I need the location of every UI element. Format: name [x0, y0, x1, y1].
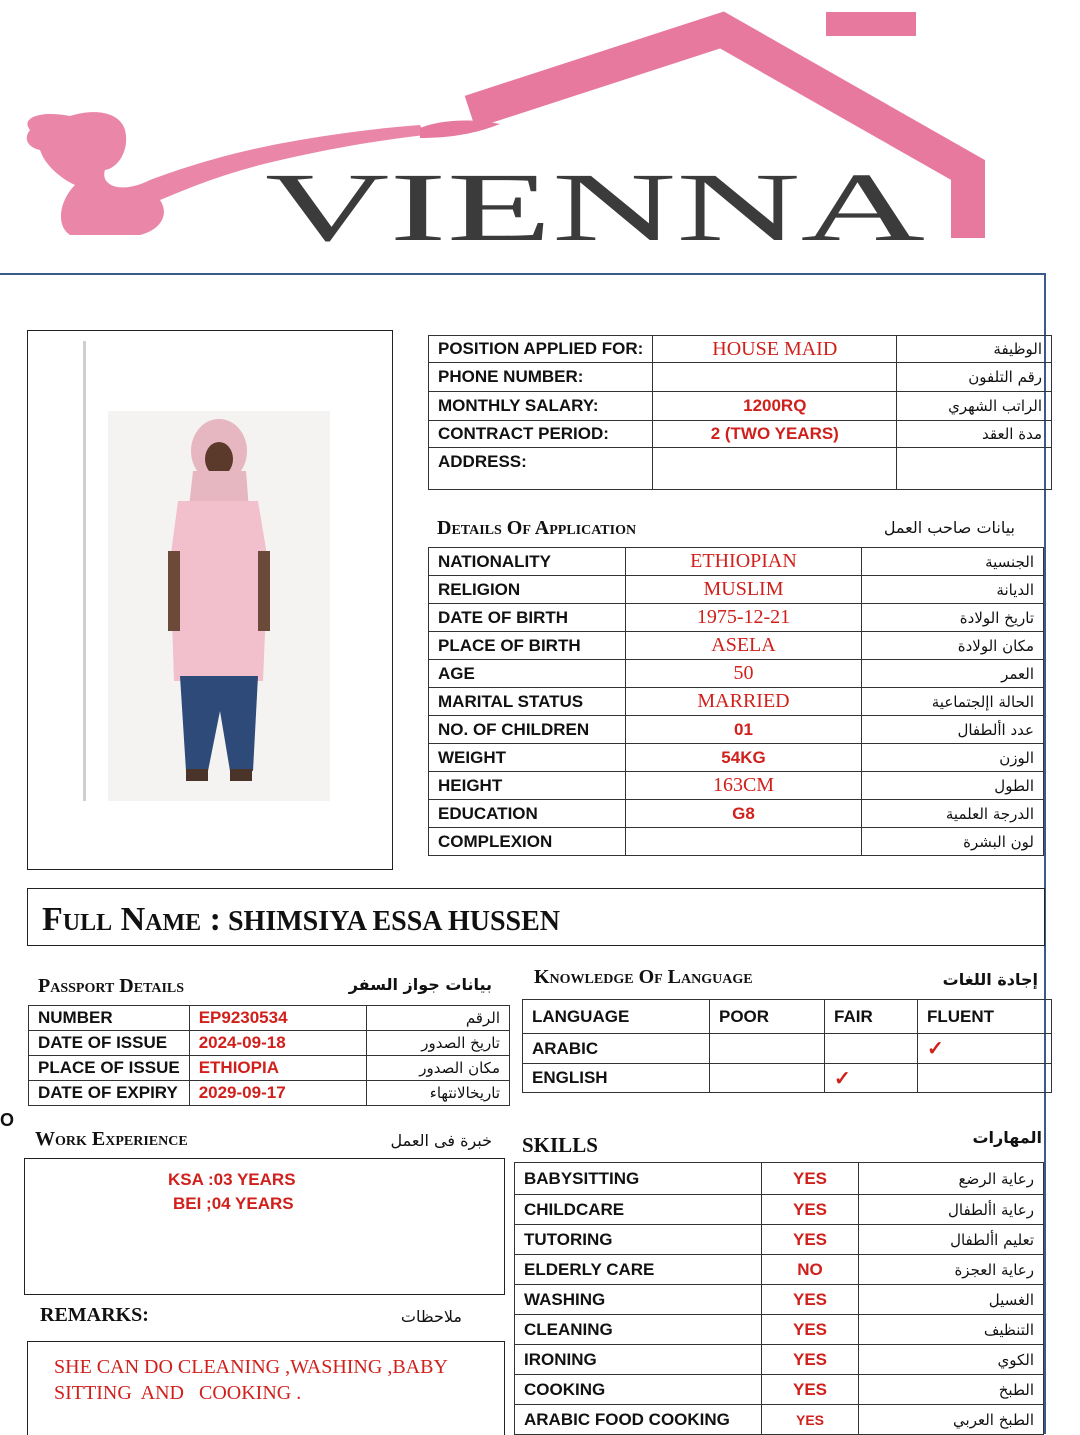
- language-heading-ar: إجادة اللغات: [942, 970, 1038, 989]
- details-row: [429, 604, 1044, 632]
- full-name-value: SHIMSIYA ESSA HUSSEN: [227, 906, 560, 937]
- details-row: [429, 660, 1044, 688]
- details-label-ar: الدرجة العلمية: [862, 800, 1044, 828]
- language-row: [523, 1034, 1052, 1064]
- skill-value: YES: [762, 1163, 859, 1195]
- skill-value: NO: [762, 1255, 859, 1285]
- logo-graphic: [0, 0, 1080, 260]
- job-label-ar: الراتب الشهري: [897, 392, 1052, 421]
- remarks-line-1: SHE CAN DO CLEANING ,WASHING ,BABY: [54, 1356, 448, 1378]
- photo-wall-edge: [83, 341, 86, 801]
- skills-row: [515, 1405, 1044, 1435]
- details-label: AGE: [429, 660, 626, 688]
- details-label-ar: الحالة اإلجتماعية: [862, 688, 1044, 716]
- skills-row: [515, 1255, 1044, 1285]
- passport-label: DATE OF EXPIRY: [29, 1081, 190, 1106]
- duster-shape: [420, 121, 500, 138]
- details-value: 01: [626, 716, 862, 744]
- job-row: [429, 448, 1052, 490]
- remarks-box: [27, 1341, 505, 1435]
- skill-name: CLEANING: [515, 1315, 762, 1345]
- remarks-heading-ar: ملاحظات: [400, 1307, 462, 1326]
- details-heading: Details Of Application: [437, 517, 637, 539]
- skill-name-ar: تعليم األطفال: [859, 1225, 1044, 1255]
- language-table: [522, 999, 1052, 1093]
- language-check-poor: [710, 1064, 825, 1093]
- job-label: POSITION APPLIED FOR:: [429, 336, 653, 363]
- details-value: G8: [626, 800, 862, 828]
- details-label-ar: عدد األطفال: [862, 716, 1044, 744]
- passport-row: [29, 1031, 510, 1056]
- skill-value: YES: [762, 1195, 859, 1225]
- details-label: RELIGION: [429, 576, 626, 604]
- details-row: [429, 548, 1044, 576]
- skill-name: ELDERLY CARE: [515, 1255, 762, 1285]
- details-label: DATE OF BIRTH: [429, 604, 626, 632]
- language-col-header: LANGUAGE: [523, 1000, 710, 1034]
- skill-name-ar: رعاية العجزة: [859, 1255, 1044, 1285]
- job-value: 1200RQ: [653, 392, 897, 421]
- language-check-fair: ✓: [825, 1064, 918, 1093]
- details-value: 1975-12-21: [626, 604, 862, 632]
- language-col-header: FLUENT: [918, 1000, 1052, 1034]
- job-value: 2 (TWO YEARS): [653, 421, 897, 448]
- passport-row: [29, 1006, 510, 1031]
- full-name-text: [42, 901, 560, 939]
- job-table: [428, 335, 1052, 490]
- language-row: [523, 1064, 1052, 1093]
- skills-heading: SKILLS: [522, 1133, 598, 1157]
- remarks-line-2: SITTING AND COOKING .: [54, 1382, 302, 1404]
- details-value: ETHIOPIAN: [626, 548, 862, 576]
- details-value: ASELA: [626, 632, 862, 660]
- job-row: [429, 421, 1052, 448]
- skill-name-ar: الغسيل: [859, 1285, 1044, 1315]
- job-label-ar: [897, 448, 1052, 490]
- skill-name: COOKING: [515, 1375, 762, 1405]
- skill-name-ar: الكوي: [859, 1345, 1044, 1375]
- skills-row: [515, 1375, 1044, 1405]
- chimney-shape: [826, 12, 916, 36]
- skill-value: YES: [762, 1225, 859, 1255]
- skills-row: [515, 1225, 1044, 1255]
- details-label-ar: الوزن: [862, 744, 1044, 772]
- job-label: ADDRESS:: [429, 448, 653, 490]
- job-value: HOUSE MAID: [653, 336, 897, 363]
- stray-mark: O: [0, 1110, 15, 1130]
- person-figure: [108, 411, 330, 801]
- details-label: WEIGHT: [429, 744, 626, 772]
- skill-name: CHILDCARE: [515, 1195, 762, 1225]
- passport-row: [29, 1081, 510, 1106]
- job-label: CONTRACT PERIOD:: [429, 421, 653, 448]
- work-heading: Work Experience: [35, 1128, 188, 1150]
- skill-name: WASHING: [515, 1285, 762, 1315]
- passport-heading: Passport Details: [38, 975, 185, 997]
- details-label: EDUCATION: [429, 800, 626, 828]
- language-check-fair: [825, 1034, 918, 1064]
- skills-row: [515, 1163, 1044, 1195]
- details-label-ar: لون البشرة: [862, 828, 1044, 856]
- details-heading-ar: بيانات صاحب العمل: [883, 518, 1015, 537]
- passport-label-ar: تاريخ الصدور: [366, 1031, 509, 1056]
- passport-label-ar: مكان الصدور: [366, 1056, 509, 1081]
- details-row: [429, 744, 1044, 772]
- details-label: NO. OF CHILDREN: [429, 716, 626, 744]
- skills-row: [515, 1345, 1044, 1375]
- details-row: [429, 800, 1044, 828]
- job-label-ar: رقم التلفون: [897, 363, 1052, 392]
- job-value: [653, 448, 897, 490]
- skill-value: YES: [762, 1285, 859, 1315]
- job-label-ar: الوظيفة: [897, 336, 1052, 363]
- job-label-ar: مدة العقد: [897, 421, 1052, 448]
- remarks-heading: REMARKS:: [40, 1304, 149, 1326]
- details-row: [429, 828, 1044, 856]
- language-col-header: FAIR: [825, 1000, 918, 1034]
- skills-row: [515, 1315, 1044, 1345]
- skill-value: YES: [762, 1375, 859, 1405]
- passport-value: EP9230534: [189, 1006, 366, 1031]
- skill-name: TUTORING: [515, 1225, 762, 1255]
- skill-name-ar: رعاية الرضع: [859, 1163, 1044, 1195]
- details-table: [428, 547, 1044, 856]
- language-check-fluent: [918, 1064, 1052, 1093]
- skills-heading-ar: المهارات: [972, 1128, 1042, 1147]
- passport-row: [29, 1056, 510, 1081]
- passport-table: [28, 1005, 510, 1106]
- details-label-ar: الديانة: [862, 576, 1044, 604]
- job-row: [429, 392, 1052, 421]
- details-value: MUSLIM: [626, 576, 862, 604]
- details-label-ar: تاريخ الولادة: [862, 604, 1044, 632]
- details-row: [429, 632, 1044, 660]
- passport-label: NUMBER: [29, 1006, 190, 1031]
- skill-name: BABYSITTING: [515, 1163, 762, 1195]
- skill-name-ar: الطبخ العربي: [859, 1405, 1044, 1435]
- full-name-box: [27, 888, 1045, 946]
- work-box: [24, 1158, 505, 1295]
- details-value: [626, 828, 862, 856]
- details-value: 54KG: [626, 744, 862, 772]
- details-label-ar: الطول: [862, 772, 1044, 800]
- details-label: NATIONALITY: [429, 548, 626, 576]
- skill-name: ARABIC FOOD COOKING: [515, 1405, 762, 1435]
- details-row: [429, 576, 1044, 604]
- skill-value: YES: [762, 1345, 859, 1375]
- passport-value: ETHIOPIA: [189, 1056, 366, 1081]
- details-label-ar: العمر: [862, 660, 1044, 688]
- frame-top-line: [0, 273, 1046, 275]
- language-check-fluent: ✓: [918, 1034, 1052, 1064]
- job-label: PHONE NUMBER:: [429, 363, 653, 392]
- language-heading: Knowledge Of Language: [534, 966, 753, 988]
- skill-name: IRONING: [515, 1345, 762, 1375]
- photo-frame: [27, 330, 393, 870]
- full-name-label: Full Name :: [42, 901, 221, 938]
- details-row: [429, 772, 1044, 800]
- details-row: [429, 688, 1044, 716]
- details-label: COMPLEXION: [429, 828, 626, 856]
- skill-value: YES: [762, 1315, 859, 1345]
- details-value: MARRIED: [626, 688, 862, 716]
- language-check-poor: [710, 1034, 825, 1064]
- skill-name-ar: التنظيف: [859, 1315, 1044, 1345]
- language-name: ARABIC: [523, 1034, 710, 1064]
- details-row: [429, 716, 1044, 744]
- passport-value: 2024-09-18: [189, 1031, 366, 1056]
- skills-table: [514, 1162, 1044, 1435]
- details-value: 50: [626, 660, 862, 688]
- passport-label: DATE OF ISSUE: [29, 1031, 190, 1056]
- passport-label: PLACE OF ISSUE: [29, 1056, 190, 1081]
- job-label: MONTHLY SALARY:: [429, 392, 653, 421]
- details-label-ar: الجنسية: [862, 548, 1044, 576]
- job-row: [429, 363, 1052, 392]
- passport-label-ar: تاريخالانتهاء: [366, 1081, 509, 1106]
- details-value: 163CM: [626, 772, 862, 800]
- details-label-ar: مكان الولادة: [862, 632, 1044, 660]
- passport-heading-ar: بيانات جواز السفر: [348, 975, 492, 994]
- skill-value: YES: [762, 1405, 859, 1435]
- skill-name-ar: الطبخ: [859, 1375, 1044, 1405]
- job-row: [429, 336, 1052, 363]
- work-heading-ar: خبرة فى العمل: [390, 1131, 492, 1150]
- details-label: HEIGHT: [429, 772, 626, 800]
- work-line-2: BEI ;04 YEARS: [173, 1194, 294, 1213]
- passport-label-ar: الرقم: [366, 1006, 509, 1031]
- logo-text: VIENNA: [265, 154, 926, 260]
- candidate-photo: [108, 411, 330, 801]
- details-label: MARITAL STATUS: [429, 688, 626, 716]
- skill-name-ar: رعاية األطفال: [859, 1195, 1044, 1225]
- skills-row: [515, 1195, 1044, 1225]
- skills-row: [515, 1285, 1044, 1315]
- language-header-row: [523, 1000, 1052, 1034]
- language-name: ENGLISH: [523, 1064, 710, 1093]
- vienna-logo: [0, 0, 1080, 260]
- details-label: PLACE OF BIRTH: [429, 632, 626, 660]
- passport-value: 2029-09-17: [189, 1081, 366, 1106]
- work-line-1: KSA :03 YEARS: [168, 1170, 296, 1189]
- language-col-header: POOR: [710, 1000, 825, 1034]
- job-value: [653, 363, 897, 392]
